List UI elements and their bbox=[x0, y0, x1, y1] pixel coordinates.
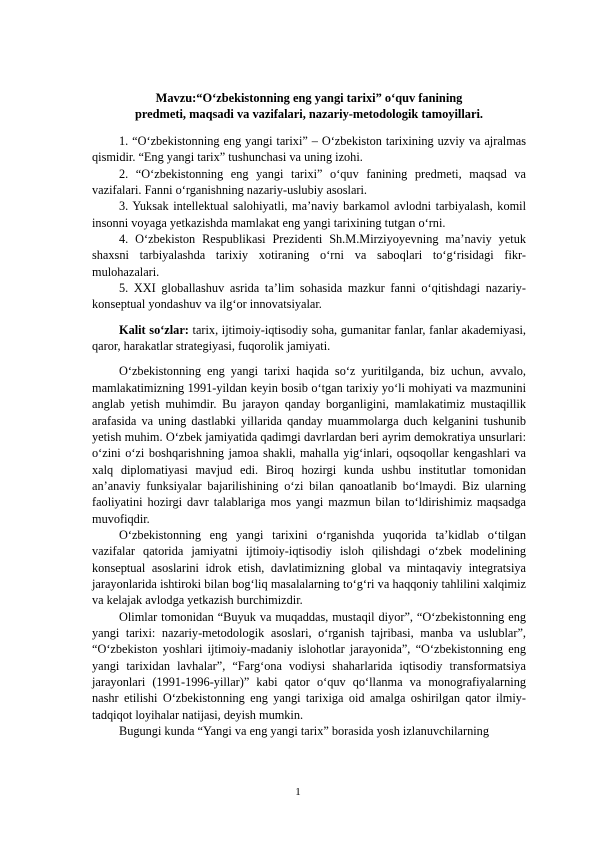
keywords-paragraph bbox=[92, 322, 526, 355]
body-paragraph: Bugungi kunda “Yangi va eng yangi tarix” borasida yosh izlanuvchilarning bbox=[119, 724, 489, 739]
plan-item: 3. Yuksak intellektual salohiyatli, ma’naviy barkamol avlodni tarbiyalash, komil insonni voyaga yetkazishda mamlakat eng yangi tarixining tutgan o‘rni. bbox=[92, 199, 526, 230]
title-line-2: predmeti, maqsadi va vazifalari, nazariy-metodologik tamoyillari. bbox=[134, 107, 484, 121]
body-paragraph: O‘zbekistonning eng yangi tarixini o‘rganishda yuqorida ta’kidlab o‘tilgan vazifalar qatorida jamiyatni ijtimoiy-iqtisodiy isloh qilishdagi o‘zbek modelining konseptual asoslarini idrok etish, davlatimizning global va mintaqaviy integratsiya jarayonlarida ishtiroki bilan bog‘liq masalalarning to‘g‘ri va haqqoniy tahlilini xalqimiz va kelajak avlodga yetkazish burchimizdir. bbox=[92, 527, 526, 608]
title-line-1: Mavzu:“O‘zbekistonning eng yangi tarixi” o‘quv fanining bbox=[155, 91, 463, 105]
body-paragraph: O‘zbekistonning eng yangi tarixi haqida so‘z yuritilganda, biz uchun, avvalo, mamlakatimizning 1991-yildan keyin bosib o‘tgan tarixiy yo‘li mohiyati va mazmunini anglab yetish muhimdir. Bu jarayon qanday borganligini, mamlakatimiz mustaqillik arafasida va uning dastlabki yillarida qanday muammolarga duch kelganini tushunib yetish muhim. O‘zbek jamiyatida qadimgi davrlardan beri ayrim demokratiya unsurlari: o‘zini o‘zi boshqarishning jamoa shakli, mahalla yig‘inlari, oqsoqollar kengashlari va xalq diplomatiyasi mavjud edi. Biroq hozirgi kunda ushbu institutlar tomonidan an’anaviy funksiyalar bajarilishining o‘zi bilan qanoatlanib bo‘lmaydi. Biz ularning faoliyatini hozirgi davr talablariga mos yangi mazmun bilan to‘ldirishimiz maqsadga muvofiqdir. bbox=[92, 364, 526, 526]
keywords-label: Kalit so‘zlar: bbox=[119, 322, 189, 337]
body-text bbox=[92, 363, 526, 739]
keywords-text: tarix, ijtimoiy-iqtisodiy soha, gumanitar fanlar, fanlar akademiyasi, qaror, harakatlar strategiyasi, fuqorolik jamiyati. bbox=[92, 322, 526, 354]
plan-item: 1. “O‘zbekistonning eng yangi tarixi” – O‘zbekiston tarixining uzviy va ajralmas qismidir. “Eng yangi tarix” tushunchasi va uning izohi. bbox=[92, 134, 526, 165]
body-paragraph: Olimlar tomonidan “Buyuk va muqaddas, mustaqil diyor”, “O‘zbekistonning eng yangi tarixi: nazariy-metodologik asoslari, o‘rganish tajribasi, manba va uslublar”, “O‘zbekiston yoshlari ijtimoiy-madaniy islohotlar jarayonida”, “O‘zbekistonning eng yangi tarixidan lavhalar”, “Farg‘ona vodiysi shaharlarida iqtisodiy transformatsiya jarayonlari (1991-1996-yillar)” kabi qator o‘quv qo‘llanma va monografiyalarning nashr etilishi O‘zbekistonning eng yangi tarixiga oid amalga oshirilgan qator ilmiy-tadqiqot loyihalar natijasi, deyish mumkin. bbox=[92, 609, 526, 722]
plan-item: 4. O‘zbekiston Respublikasi Prezidenti Sh.M.Mirziyoyevning ma’naviy yetuk shaxsni tarbiyalashda tarixiy xotiraning o‘rni va saboqlari to‘g‘risidagi fikr-mulohazalari. bbox=[92, 232, 526, 279]
plan-item: 2. “O‘zbekistonning eng yangi tarixi” o‘quv fanining predmeti, maqsad va vazifalari. Fanni o‘rganishning nazariy-uslubiy asoslari. bbox=[92, 166, 526, 198]
document-page bbox=[92, 90, 526, 739]
plan-item: 5. XXI globallashuv asrida ta’lim sohasida mazkur fanni o‘qitishdagi nazariy-konseptual yondashuv va ilg‘or innovatsiyalar. bbox=[92, 281, 526, 312]
document-title bbox=[92, 90, 526, 122]
page-number: 1 bbox=[295, 786, 301, 798]
topic-plan bbox=[92, 133, 526, 313]
